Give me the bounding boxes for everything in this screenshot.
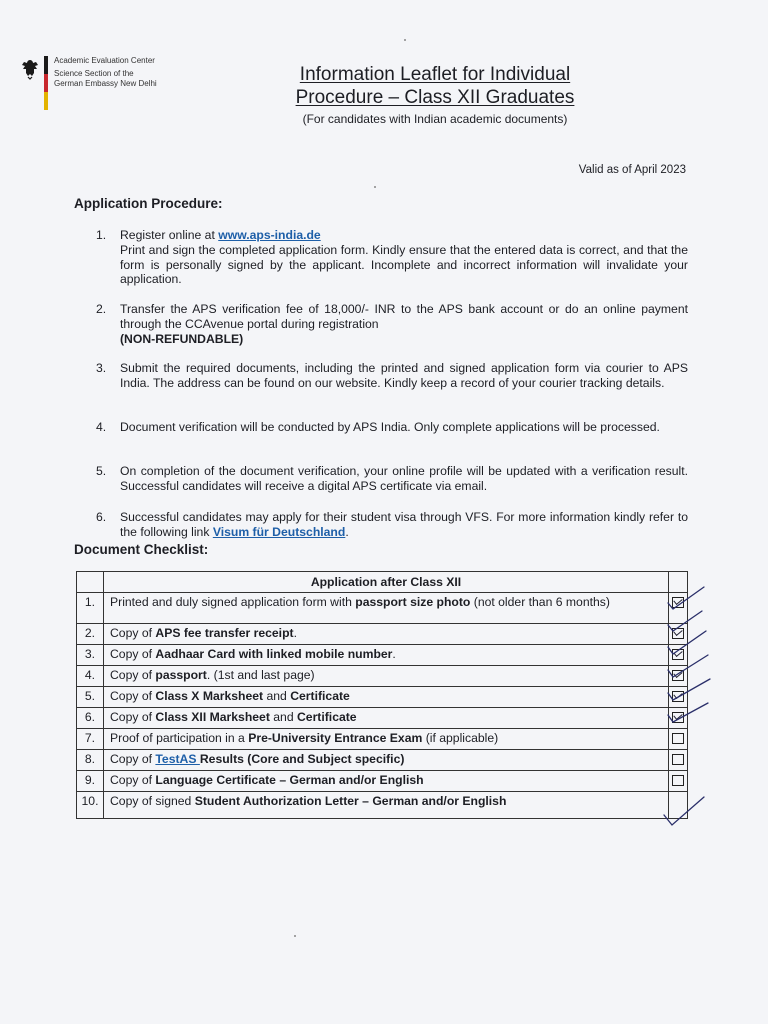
row-description <box>104 708 669 729</box>
row-number: 6. <box>77 708 104 729</box>
checkbox[interactable] <box>672 649 684 660</box>
testas-link[interactable]: TestAS <box>155 752 200 766</box>
row-number: 7. <box>77 729 104 750</box>
checkbox-cell <box>669 624 688 645</box>
step-3 <box>96 361 688 391</box>
row-number: 4. <box>77 666 104 687</box>
row-number: 5. <box>77 687 104 708</box>
row-bold-text: passport size photo <box>355 595 471 609</box>
checkbox-cell <box>669 645 688 666</box>
row-text: Copy of <box>110 710 156 724</box>
step-text: Successful candidates may apply for their student visa through VFS. For more information kindly refer to the following link <box>120 510 688 539</box>
step-text: Document verification will be conducted by APS India. Only complete applications will be processed. <box>120 420 660 434</box>
checkbox-cell <box>669 792 688 819</box>
flag-stripe-gold <box>44 92 48 110</box>
row-bold-text: Certificate <box>290 689 350 703</box>
table-row <box>77 750 688 771</box>
step-text: Transfer the APS verification fee of 18,000/- INR to the APS bank account or do an online payment through the CCAvenue portal during registration <box>120 302 688 331</box>
table-row <box>77 624 688 645</box>
row-text: Copy of <box>110 773 156 787</box>
row-number: 10. <box>77 792 104 819</box>
row-text: . <box>293 626 297 640</box>
row-description <box>104 666 669 687</box>
row-text: Copy of <box>110 626 156 640</box>
checkbox[interactable] <box>672 754 684 765</box>
row-bold-text: APS fee transfer receipt <box>155 626 294 640</box>
title-line-2: Procedure – Class XII Graduates <box>295 87 575 108</box>
scan-speck <box>404 39 406 41</box>
checkbox[interactable] <box>672 628 684 639</box>
row-bold-text: Pre-University Entrance Exam <box>248 731 423 745</box>
step-1 <box>96 228 688 287</box>
german-flag-bar <box>44 56 48 110</box>
table-header-row <box>77 572 688 593</box>
table-row <box>77 645 688 666</box>
step-number: 3. <box>96 361 107 375</box>
table-row <box>77 729 688 750</box>
row-number: 1. <box>77 593 104 624</box>
checkbox[interactable] <box>672 733 684 744</box>
step-number: 4. <box>96 420 107 434</box>
non-refundable-note: (NON-REFUNDABLE) <box>120 331 244 346</box>
document-title <box>262 63 608 109</box>
row-description <box>104 687 669 708</box>
row-text: and <box>263 689 291 703</box>
checkbox-cell <box>669 771 688 792</box>
table-row <box>77 792 688 819</box>
row-bold-text: passport <box>155 668 207 682</box>
table-row <box>77 771 688 792</box>
row-text: Proof of participation in a <box>110 731 249 745</box>
row-text: . (1st and last page) <box>206 668 315 682</box>
checklist-heading: Document Checklist: <box>74 542 209 557</box>
checkbox[interactable] <box>672 691 684 702</box>
step-5 <box>96 464 688 494</box>
step-number: 6. <box>96 510 107 524</box>
org-line-2: Science Section of the <box>54 69 134 78</box>
row-number: 2. <box>77 624 104 645</box>
step-text: On completion of the document verification, your online profile will be updated with a verification result. Successful candidates will receive a digital APS certificate via email. <box>120 464 688 493</box>
table-row <box>77 666 688 687</box>
row-text: Copy of <box>110 647 156 661</box>
checkbox[interactable] <box>672 597 684 608</box>
checkbox-cell <box>669 666 688 687</box>
eagle-emblem-icon <box>20 58 40 80</box>
row-text: (if applicable) <box>422 731 499 745</box>
row-description <box>104 792 669 819</box>
embassy-logo <box>20 56 170 110</box>
step-text: Print and sign the completed application form. Kindly ensure that the entered data is correct, and that the form is personally signed by the applicant. Incomplete and incorrect information will invalidate your application. <box>120 242 688 287</box>
flag-stripe-black <box>44 56 48 74</box>
row-bold-text: Aadhaar Card with linked mobile number <box>155 647 393 661</box>
valid-date: Valid as of April 2023 <box>578 164 686 176</box>
row-bold-text: Class XII Marksheet <box>155 710 270 724</box>
row-text: Printed and duly signed application form with <box>110 595 356 609</box>
step-number: 5. <box>96 464 107 478</box>
visa-link[interactable]: Visum für Deutschland <box>212 524 346 539</box>
table-row <box>77 708 688 729</box>
row-text: Copy of <box>110 668 156 682</box>
checkbox-cell <box>669 687 688 708</box>
table-title: Application after Class XII <box>104 572 669 593</box>
row-bold-text: Student Authorization Letter – German and/or English <box>194 794 507 808</box>
scan-speck <box>374 186 376 188</box>
row-number: 8. <box>77 750 104 771</box>
checkbox-cell <box>669 593 688 624</box>
step-text-end: . <box>345 524 349 539</box>
checkbox-cell <box>669 750 688 771</box>
row-bold-text: Results (Core and Subject specific) <box>199 752 405 766</box>
flag-stripe-red <box>44 74 48 92</box>
table-row <box>77 687 688 708</box>
row-bold-text: Class X Marksheet <box>155 689 264 703</box>
document-subtitle: (For candidates with Indian academic documents) <box>302 112 568 126</box>
org-line-1: Academic Evaluation Center <box>54 56 155 65</box>
step-2 <box>96 302 688 346</box>
row-number: 3. <box>77 645 104 666</box>
row-description <box>104 624 669 645</box>
row-text: (not older than 6 months) <box>470 595 610 609</box>
scan-speck <box>294 935 296 937</box>
row-text: . <box>392 647 396 661</box>
row-description <box>104 645 669 666</box>
checkbox-cell <box>669 729 688 750</box>
row-description <box>104 750 669 771</box>
row-text: and <box>269 710 297 724</box>
checkbox-cell <box>669 708 688 729</box>
aps-website-link[interactable]: www.aps-india.de <box>218 228 321 242</box>
row-description <box>104 771 669 792</box>
step-number: 2. <box>96 302 107 316</box>
row-bold-text: Certificate <box>296 710 357 724</box>
step-text: Submit the required documents, including the printed and signed application form via courier to APS India. The address can be found on our website. Kindly keep a record of your courier tracking details. <box>120 361 688 390</box>
row-text: Copy of <box>110 689 156 703</box>
step-6 <box>96 510 688 540</box>
step-4 <box>96 420 688 435</box>
row-description <box>104 729 669 750</box>
organization-name <box>54 56 194 89</box>
row-number: 9. <box>77 771 104 792</box>
row-text: Copy of signed <box>110 794 195 808</box>
checkbox[interactable] <box>672 712 684 723</box>
row-bold-text: Language Certificate – German and/or English <box>155 773 424 787</box>
row-description <box>104 593 669 624</box>
title-line-1: Information Leaflet for Individual <box>299 64 571 85</box>
org-line-3: German Embassy New Delhi <box>54 79 157 88</box>
step-text: Register online at <box>120 228 219 242</box>
document-checklist-table <box>76 571 688 819</box>
checkbox[interactable] <box>672 775 684 786</box>
row-text: Copy of <box>110 752 156 766</box>
table-row <box>77 593 688 624</box>
procedure-heading: Application Procedure: <box>74 196 223 211</box>
step-number: 1. <box>96 228 107 242</box>
checkbox[interactable] <box>672 670 684 681</box>
